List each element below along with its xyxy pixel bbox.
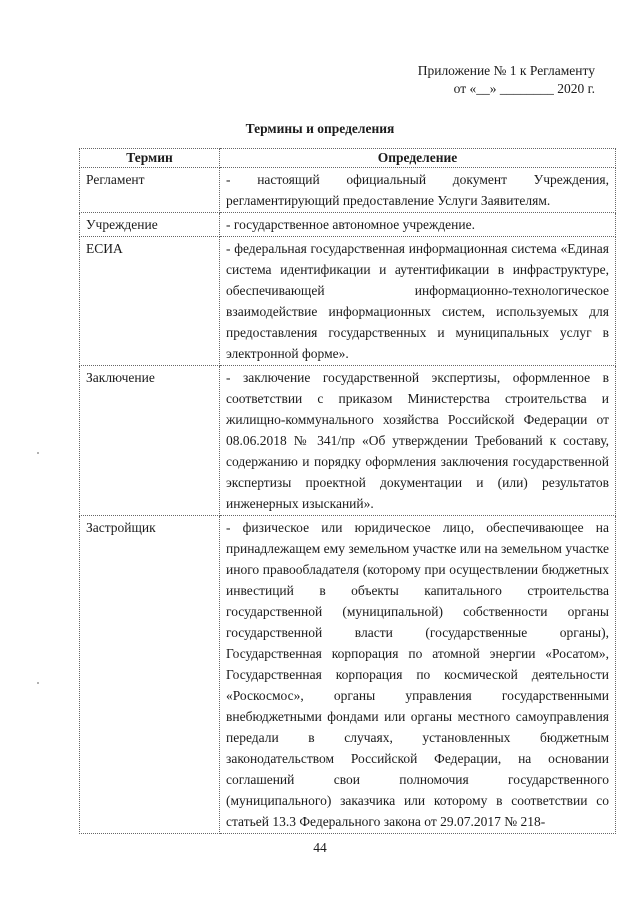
term-cell: Регламент: [80, 168, 220, 213]
column-header-term: Термин: [80, 149, 220, 168]
page-number: 44: [313, 840, 327, 855]
definition-cell: - государственное автономное учреждение.: [220, 213, 616, 237]
term-cell: Заключение: [80, 366, 220, 516]
scan-speck: [37, 682, 39, 684]
term-cell: Учреждение: [80, 213, 220, 237]
appendix-line: Приложение № 1 к Регламенту: [417, 63, 595, 78]
definition-cell: - настоящий официальный документ Учреждения, регламентирующий предоставление Услуги Заявителям.: [220, 168, 616, 213]
table-row: [80, 213, 616, 237]
definition-cell: - федеральная государственная информационная система «Единая система идентификации и аутентификации в инфраструктуре, обеспечивающей информационно-технологическое взаимодействие информационных систем, используемых для предоставления государственных и муниципальных услуг в электронной форме».: [220, 237, 616, 366]
table-header-row: [80, 149, 616, 168]
definition-cell: - физическое или юридическое лицо, обеспечивающее на принадлежащем ему земельном участке или на земельном участке иного правообладателя (которому при осуществлении бюджетных инвестиций в объекты капитального строительства государственной (муниципальной) собственности органы государственной власти (государственные органы), Государственная корпорация по атомной энергии «Росатом», Государственная корпорация по космической деятельности «Роскосмос», органы управления государственными внебюджетными фондами или органы местного самоуправления передали в случаях, установленных бюджетным законодательством Российской Федерации, на основании соглашений свои полномочия государственного (муниципального) заказчика или которому в соответствии со статьей 13.3 Федерального закона от 29.07.2017 № 218-: [220, 516, 616, 834]
scan-speck: [37, 452, 39, 454]
term-cell: ЕСИА: [80, 237, 220, 366]
appendix-date-line: от «__» ________ 2020 г.: [453, 81, 595, 96]
table-row: [80, 237, 616, 366]
term-cell: Застройщик: [80, 516, 220, 834]
definition-cell: - заключение государственной экспертизы, оформленное в соответствии с приказом Министерства строительства и жилищно-коммунального хозяйства Российской Федерации от 08.06.2018 № 341/пр «Об утверждении Требований к составу, содержанию и порядку оформления заключения государственной экспертизы проектной документации и (или) результатов инженерных изысканий».: [220, 366, 616, 516]
appendix-reference: [418, 62, 595, 98]
table-row: [80, 366, 616, 516]
column-header-definition: Определение: [220, 149, 616, 168]
table-row: [80, 516, 616, 834]
table-row: [80, 168, 616, 213]
terms-table: [79, 148, 616, 834]
document-title: Термины и определения: [245, 121, 395, 136]
